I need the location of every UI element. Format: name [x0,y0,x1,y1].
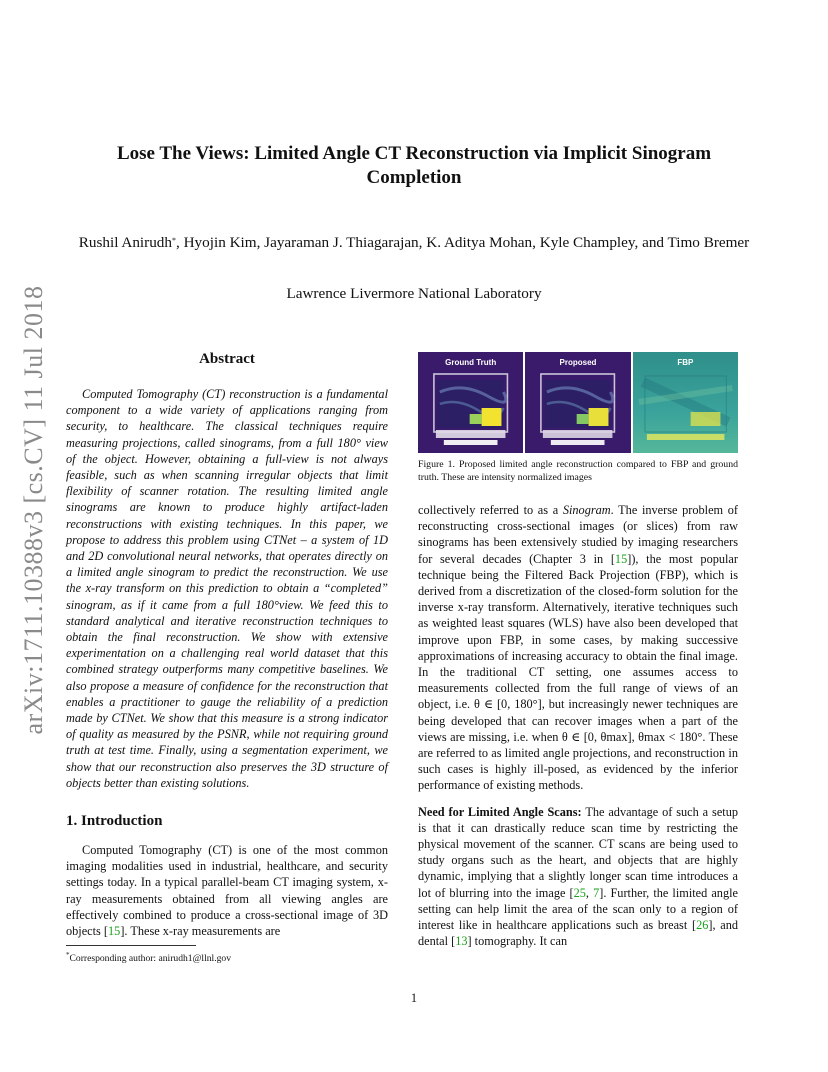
run-in-heading: Need for Limited Angle Scans: [418,804,582,819]
paper-title: Lose The Views: Limited Angle CT Reconstruction via Implicit Sinogram Completion [116,143,712,188]
intro-body [66,842,388,939]
text: collectively referred to as a [418,503,563,517]
caption-text: Proposed limited angle reconstruction compared to FBP and ground truth. These are intensity normalized images [418,459,739,483]
proposed-image [525,352,630,453]
ground-truth-image [418,352,523,453]
text: ]), the most popular technique being the Filtered Back Projection (FBP), which is derived from a discretization of the closed-form solution for the inverse x-ray transform. Alternatively, iterative techniques such as weighted least squares (WLS) have also been developed that improve upon FBP, in some cases, by making successive approximations of increasing accuracy to obtain the final image. In the traditional CT setting, one assumes access to measurements collected from the full range of views of an object, i.e. θ ∈ [0, 180°], but increasingly newer techniques are being developed that can recover images when a part of the views are missing, i.e. when θ ∈ [0, θmax], θmax < 180°. These are referred to as limited angle projections, and reconstruction in such cases is highly ill-posed, as evidenced by the inferior performance of existing methods. [418,551,738,793]
text: ], and dental [ [418,918,739,949]
citation-link[interactable]: 15 [108,924,121,939]
footnote-text: Corresponding author: anirudh1@llnl.gov [69,953,232,965]
footnote-mark: * [66,951,70,959]
panel-label-proposed: Proposed [559,358,597,367]
figure-caption [418,459,738,484]
arxiv-stamp [8,285,60,735]
affiliation: Lawrence Livermore National Laboratory [286,285,542,302]
figure-panel-proposed [525,352,630,453]
corresponding-mark: * [172,236,176,245]
page-number: 1 [410,991,418,1005]
text: The advantage of such a setup is that it can drastically reduce scan time by restricting the physical movement of the scanner. CT scans are being used to study organs such as the heart, and objects that are highly dynamic, implying that a slightly longer scan time introduces a lot of blurring into the image [ [418,804,739,900]
footnote [66,951,231,964]
text: ] tomography. It can [467,934,568,949]
panel-label-fbp: FBP [677,358,694,367]
figure-1 [418,352,738,453]
arxiv-id: arXiv:1711.10388v3 [cs.CV] 11 Jul 2018 [19,285,48,735]
figure-panel-ground-truth [418,352,523,453]
figure-panel-fbp [633,352,738,453]
text: ]. Further, the limited angle setting can help limit the area of the scan only to a region of interest like in healthcare applications such as breast [ [418,885,738,933]
caption-label: Figure 1. [418,459,455,470]
footnote-rule [66,945,196,946]
abstract-text: Computed Tomography (CT) reconstruction is a fundamental component to a wide variety of applications ranging from security, to healthcare. The classical techniques require measuring projections, called sinograms, from a full 180° view of the object. However, obtaining a full-view is not always feasible, such as when scanning irregular objects that limit flexibility of scanner rotation. The resulting limited angle sinograms are known to produce highly artifact-laden reconstructions with existing techniques. In this paper, we propose to address this problem using CTNet – a system of 1D and 2D convolutional neural networks, that operates directly on a limited angle sinogram to predict the reconstruction. We use the x-ray transform on this prediction to obtain a “completed” sinogram, as if it came from a full 180°view. We feed this to standard analytical and iterative reconstruction techniques to obtain the final reconstruction. We show with extensive experimentation on a challenging real world dataset that this combined strategy outperforms many competitive baselines. We also propose a measure of confidence for the reconstruction that enables a practitioner to gauge the reliability of a prediction made by CTNet. We show that this measure is a strong indicator of quality as measured by the PSNR, while not requiring ground truth at test time. Finally, using a segmentation experiment, we show that our reconstruction also preserves the 3D structure of objects better than existing solutions. [66,387,388,790]
author-list [60,233,768,253]
first-author: Rushil Anirudh [78,234,172,251]
citation-link[interactable]: 13 [455,934,468,949]
text: . The inverse problem of reconstructing cross-sectional images (or slices) from raw sinograms has been extensively studied by imaging researchers for several decades (Chapter 3 in [ [418,503,738,566]
citation-link[interactable]: 26 [696,918,709,933]
right-paragraph-2 [418,804,738,950]
fbp-image [633,352,738,453]
abstract-body [66,386,388,791]
citation-link[interactable]: 15 [614,551,628,566]
right-column-body [418,502,738,949]
intro-text-end: ]. These x-ray measurements are [120,924,281,939]
right-paragraph-1 [418,502,738,794]
abstract-heading: Abstract [199,351,255,367]
panel-label-ground-truth: Ground Truth [445,358,497,367]
other-authors: , Hyojin Kim, Jayaraman J. Thiagarajan, K. Aditya Mohan, Kyle Champley, and Timo Bremer [176,234,750,251]
citation-link[interactable]: 25 [573,885,586,900]
term-sinogram: Sinogram [562,503,611,517]
intro-paragraph [66,842,388,939]
section-heading-introduction: 1. Introduction [66,813,163,829]
intro-text: Computed Tomography (CT) is one of the most common imaging modalities used in industrial, healthcare, and security settings today. In a typical parallel-beam CT imaging system, x-ray measurements obtained from all viewing angles are effectively combined to produce a cross-sectional image of 3D objects [ [66,843,388,939]
citation-link[interactable]: 7 [593,885,600,900]
text: , [585,885,594,900]
